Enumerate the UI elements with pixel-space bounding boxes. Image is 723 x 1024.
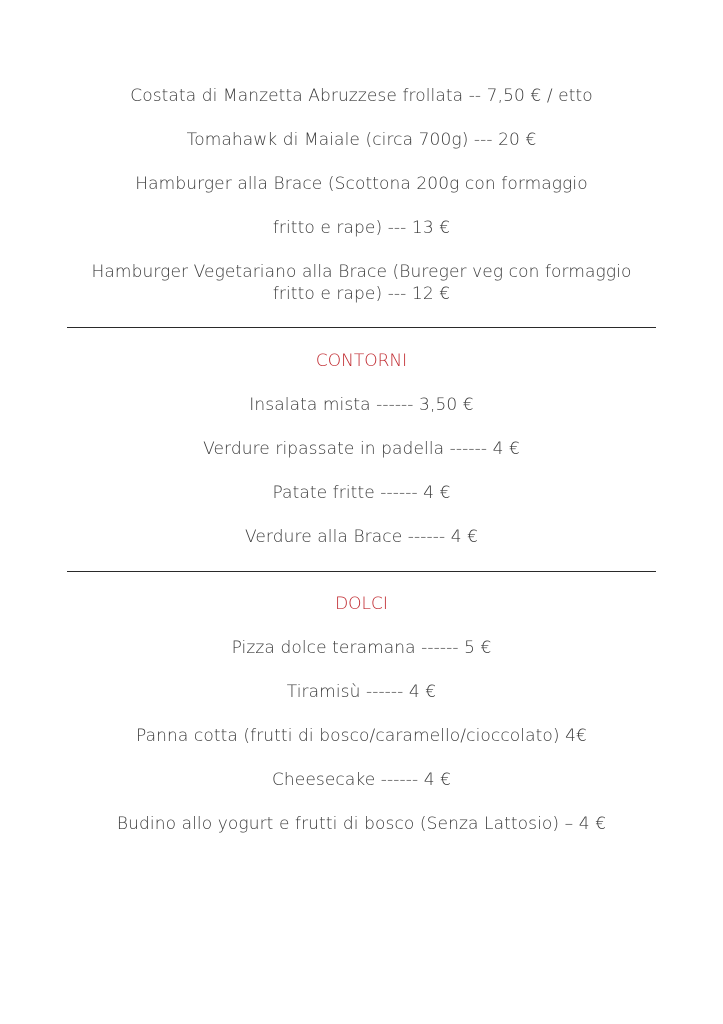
section-divider [67,571,656,572]
menu-item-tomahawk: Tomahawk di Maiale (circa 700g) --- 20 € [186,130,537,150]
menu-item-budino: Budino allo yogurt e frutti di bosco (Senza Lattosio) – 4 € [116,814,607,834]
menu-item-insalata: Insalata mista ------ 3,50 € [249,395,474,415]
section-divider [67,327,656,328]
menu-item-costata: Costata di Manzetta Abruzzese frollata -- 7,50 € / etto [130,86,593,106]
menu-item-cheesecake: Cheesecake ------ 4 € [271,770,452,790]
menu-item-verdure-brace: Verdure alla Brace ------ 4 € [244,527,479,547]
menu-item-hamburger-veg-line-2: fritto e rape) --- 12 € [272,284,451,304]
menu-item-patate-fritte: Patate fritte ------ 4 € [272,483,451,503]
menu-item-verdure-ripassate: Verdure ripassate in padella ------ 4 € [203,439,520,459]
section-title-dolci: DOLCI [335,594,388,614]
menu-item-hamburger-veg-line-1: Hamburger Vegetariano alla Brace (Bureger veg con formaggio [91,262,632,282]
menu-item-hamburger-line-1: Hamburger alla Brace (Scottona 200g con formaggio [135,174,588,194]
menu-item-panna-cotta: Panna cotta (frutti di bosco/caramello/cioccolato) 4€ [136,726,587,746]
menu-item-pizza-dolce: Pizza dolce teramana ------ 5 € [231,638,492,658]
menu-item-hamburger-line-2: fritto e rape) --- 13 € [272,218,451,238]
section-title-contorni: CONTORNI [315,351,408,371]
menu-item-tiramisu: Tiramisù ------ 4 € [286,682,437,702]
